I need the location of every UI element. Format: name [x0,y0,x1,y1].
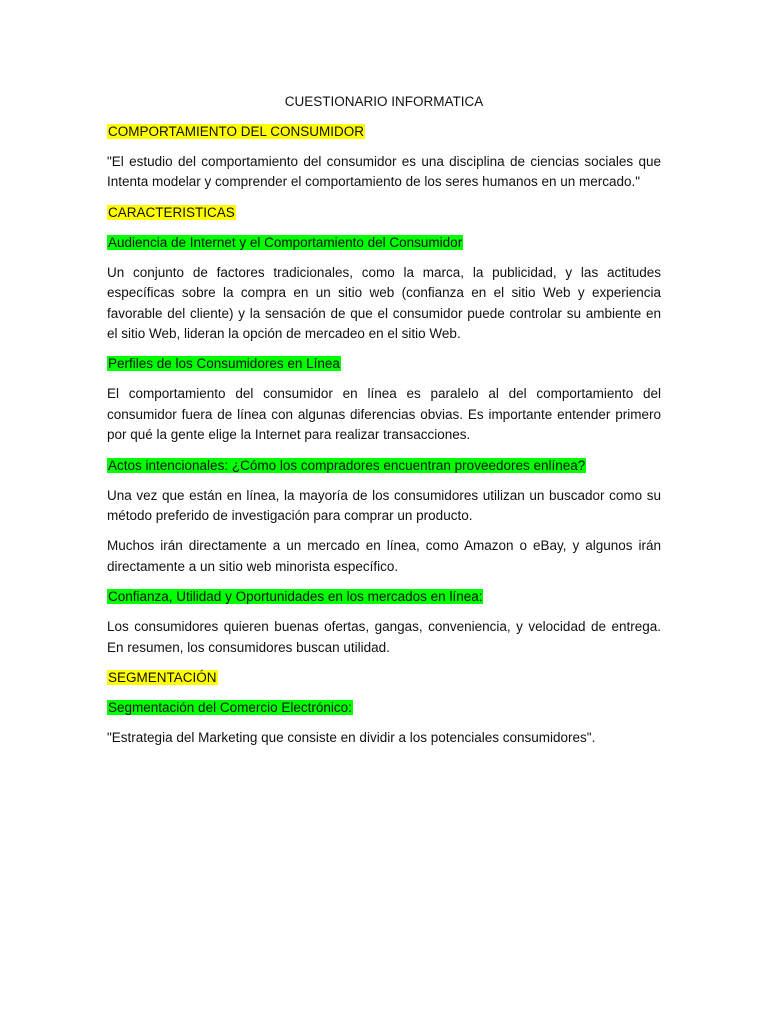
heading-confianza-utilidad [107,587,661,606]
heading-segmentacion-comercio [107,698,661,717]
paragraph-comportamiento-linea: El comportamiento del consumidor en línea es paralelo al del comportamiento del consumidor fuera de línea con algunas diferencias obvias. Es importante entender primero por qué la gente elige la Internet para realizar transacciones. [107,386,661,443]
highlighted-heading-text: COMPORTAMIENTO DEL CONSUMIDOR [108,124,365,139]
heading-comportamiento-consumidor [107,122,661,141]
paragraph-definicion: "El estudio del comportamiento del consumidor es una disciplina de ciencias sociales que Intenta modelar y comprender el comportamiento de los seres humanos en un mercado." [107,154,661,190]
paragraph-buscador: Una vez que están en línea, la mayoría de los consumidores utilizan un buscador como su método preferido de investigación para comprar un producto. [107,487,661,524]
highlighted-heading-text: Actos intencionales: ¿Cómo los compradores encuentran proveedores enlínea? [108,457,586,473]
paragraph-mercado-linea: Muchos irán directamente a un mercado en línea, como Amazon o eBay, y algunos irán directamente a un sitio web minorista específico. [107,538,661,574]
highlighted-heading-text: CARACTERISTICAS [108,204,235,220]
highlighted-heading-text: SEGMENTACIÓN [108,670,217,686]
heading-caracteristicas [107,203,661,222]
heading-perfiles [107,354,661,373]
highlighted-heading-text: Confianza, Utilidad y Oportunidades en los mercados en línea: [108,589,483,605]
heading-actos-intencionales [107,456,661,475]
heading-audiencia-internet [107,233,661,252]
highlighted-heading-text: Perfiles de los Consumidores en Línea [108,356,340,372]
paragraph-ofertas: Los consumidores quieren buenas ofertas, gangas, conveniencia, y velocidad de entrega. En resumen, los consumidores buscan utilidad. [107,619,661,655]
paragraph-estrategia-marketing: "Estrategia del Marketing que consiste en dividir a los potenciales consumidores". [107,730,596,746]
paragraph-factores: Un conjunto de factores tradicionales, como la marca, la publicidad, y las actitudes específicas sobre la compra en un sitio web (confianza en el sitio Web y experiencia favorable del cliente) y la sensación de que el consumidor puede controlar su ambiente en el sitio Web, lideran la opción de mercadeo en el sitio Web. [107,264,661,342]
highlighted-heading-text: Segmentación del Comercio Electrónico: [108,700,352,716]
highlighted-heading-text: Audiencia de Internet y el Comportamiento del Consumidor [108,234,463,250]
document-title: CUESTIONARIO INFORMATICA [284,94,484,109]
heading-segmentacion [107,668,661,687]
